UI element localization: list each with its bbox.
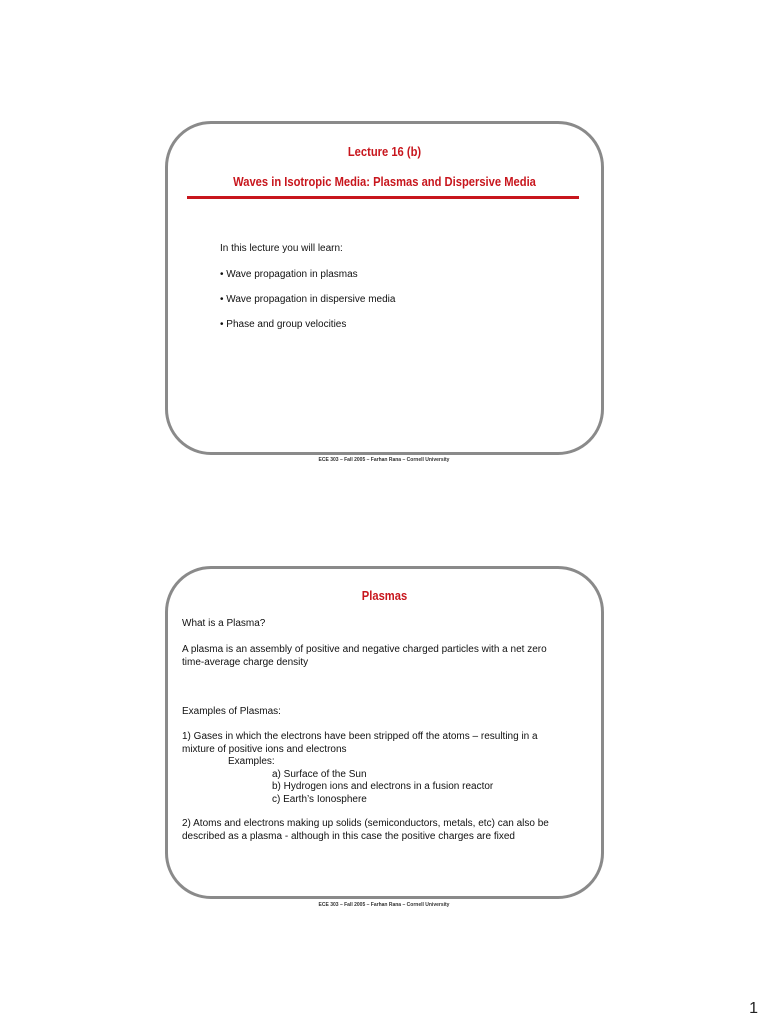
title-divider	[187, 196, 579, 199]
item1-line: 1) Gases in which the electrons have been stripped off the atoms – resulting in a	[182, 731, 538, 742]
definition-line: time-average charge density	[182, 657, 309, 668]
page-number: 1	[749, 1000, 758, 1017]
slide-footer: ECE 303 – Fall 2005 – Farhan Rana – Cornell University	[318, 457, 450, 463]
sub-example: c) Earth’s Ionosphere	[272, 794, 367, 805]
question-text: What is a Plasma?	[182, 618, 266, 629]
definition-line: A plasma is an assembly of positive and negative charged particles with a net zero	[182, 644, 547, 655]
item2-line: described as a plasma - although in this case the positive charges are fixed	[182, 831, 515, 842]
sub-example: a) Surface of the Sun	[272, 769, 367, 780]
bullet-item: • Phase and group velocities	[220, 319, 347, 330]
slide-title: Lecture 16 (b)	[347, 144, 422, 159]
slide-subtitle: Waves in Isotropic Media: Plasmas and Dispersive Media	[233, 174, 536, 189]
slide-plasmas	[165, 566, 604, 899]
slide-lecture-title	[165, 121, 604, 455]
examples-label: Examples:	[228, 756, 275, 767]
examples-heading: Examples of Plasmas:	[182, 706, 281, 717]
slide-title: Plasmas	[361, 588, 408, 603]
item2-line: 2) Atoms and electrons making up solids (semiconductors, metals, etc) can also be	[182, 818, 549, 829]
slide-footer: ECE 303 – Fall 2005 – Farhan Rana – Cornell University	[318, 902, 450, 908]
sub-example: b) Hydrogen ions and electrons in a fusion reactor	[272, 781, 494, 792]
bullet-item: • Wave propagation in dispersive media	[220, 294, 396, 305]
bullet-item: • Wave propagation in plasmas	[220, 269, 358, 280]
intro-text: In this lecture you will learn:	[220, 243, 343, 254]
item1-line: mixture of positive ions and electrons	[182, 744, 347, 755]
